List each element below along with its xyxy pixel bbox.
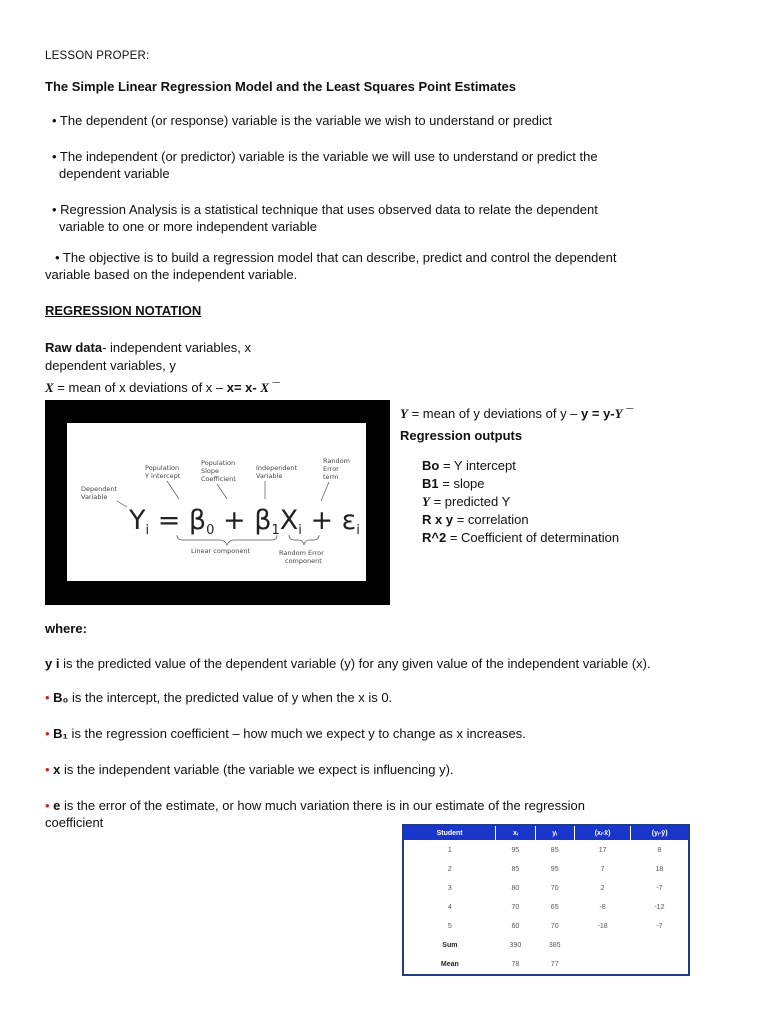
label-random-1: Random xyxy=(323,457,350,465)
table-header: yᵢ xyxy=(535,825,574,841)
definition-5: • e is the error of the estimate, or how much variation there is in our estimate of the regression coefficient xyxy=(45,798,585,830)
raw-data-line: Raw data- independent variables, x xyxy=(45,340,251,355)
arrow-dep xyxy=(117,501,127,507)
table-header-row xyxy=(403,825,689,841)
arrow-pop-y xyxy=(167,481,179,499)
outputs-list xyxy=(422,457,619,546)
output-bo: Bo = Y intercept xyxy=(422,458,516,473)
bullet-3: • Regression Analysis is a statistical technique that uses observed data to relate the dependent variable to one or more independent variable xyxy=(52,202,598,234)
where-label: where: xyxy=(45,621,87,636)
table-header: xᵢ xyxy=(496,825,535,841)
label-pop-slope-2: Slope xyxy=(201,467,220,475)
label-dep-2: Variable xyxy=(81,493,108,501)
label-indep-2: Variable xyxy=(256,472,283,480)
table-row: 5 60 70 -18 -7 xyxy=(447,923,663,930)
table-header: Student xyxy=(403,825,496,841)
label-pop-slope-3: Coefficient xyxy=(201,475,236,483)
x-bar-line: X = mean of x deviations of x – x= x- X ¯ xyxy=(45,380,280,395)
label-random-3: term xyxy=(323,473,339,481)
bullet-4: • The objective is to build a regression model that can describe, predict and control the dependent variable based on the independent variable. xyxy=(45,250,617,282)
label-indep-1: Independent xyxy=(256,464,298,472)
label-dep-1: Dependent xyxy=(81,485,118,493)
table-row: 1 95 85 17 8 xyxy=(447,847,662,854)
table-header: (yᵢ-ȳ) xyxy=(631,825,689,841)
svg-text:Yi = β0 + β1Xi + εi: Yi = β0 + β1Xi + εi xyxy=(129,505,360,538)
table-sum-row: Sum 390 385 xyxy=(442,942,561,949)
table-row: 4 70 65 -8 -12 xyxy=(447,904,665,911)
data-table xyxy=(402,824,690,976)
dependent-line: dependent variables, y xyxy=(45,358,176,373)
label-rand-comp-2: component xyxy=(285,557,322,565)
bullet-1: • The dependent (or response) variable is the variable we wish to understand or predict xyxy=(52,113,553,128)
brace-linear xyxy=(177,535,277,545)
label-rand-comp-1: Random Error xyxy=(279,549,324,557)
regression-equation-figure xyxy=(45,400,390,605)
page-title: The Simple Linear Regression Model and the Least Squares Point Estimates xyxy=(45,79,517,94)
arrow-pop-slope xyxy=(217,484,227,499)
definition-1: y i is the predicted value of the dependent variable (y) for any given value of the independent variable (x). xyxy=(45,656,651,671)
bullet-2: • The independent (or predictor) variable is the variable we will use to understand or predict the dependent variable xyxy=(52,149,598,181)
label-pop-y-2: Y intercept xyxy=(145,472,181,480)
table-header: (xᵢ-x̄) xyxy=(574,825,630,841)
definition-3: • B₁ is the regression coefficient – how much we expect y to change as x increases. xyxy=(45,726,526,741)
output-r2: R^2 = Coefficient of determination xyxy=(422,530,620,545)
y-bar-line: Y = mean of y deviations of y – y = y-Y ¯ xyxy=(400,406,634,421)
equation-graphic xyxy=(67,423,366,581)
equation-inner xyxy=(64,420,369,584)
label-pop-y-1: Population xyxy=(145,464,180,472)
definition-4: • x is the independent variable (the variable we expect is influencing y). xyxy=(45,762,454,777)
outputs-heading: Regression outputs xyxy=(400,428,523,443)
label-linear: Linear component xyxy=(191,547,251,555)
brace-random xyxy=(289,535,319,545)
output-y: Y = predicted Y xyxy=(422,494,511,509)
output-b1: B1 = slope xyxy=(422,476,485,491)
table-row: 3 80 70 2 -7 xyxy=(447,885,663,892)
definition-2: • B₀ is the intercept, the predicted value of y when the x is 0. xyxy=(45,690,393,705)
table-mean-row: Mean 78 77 xyxy=(440,961,559,968)
label-pop-slope-1: Population xyxy=(201,459,236,467)
label-random-2: Error xyxy=(323,465,339,473)
output-rxy: R x y = correlation xyxy=(422,512,529,527)
section-heading: REGRESSION NOTATION xyxy=(45,303,202,318)
arrow-random xyxy=(321,482,329,501)
table-row: 2 85 95 7 18 xyxy=(447,866,664,873)
equation-text xyxy=(128,505,360,538)
lesson-label: LESSON PROPER: xyxy=(45,50,150,62)
